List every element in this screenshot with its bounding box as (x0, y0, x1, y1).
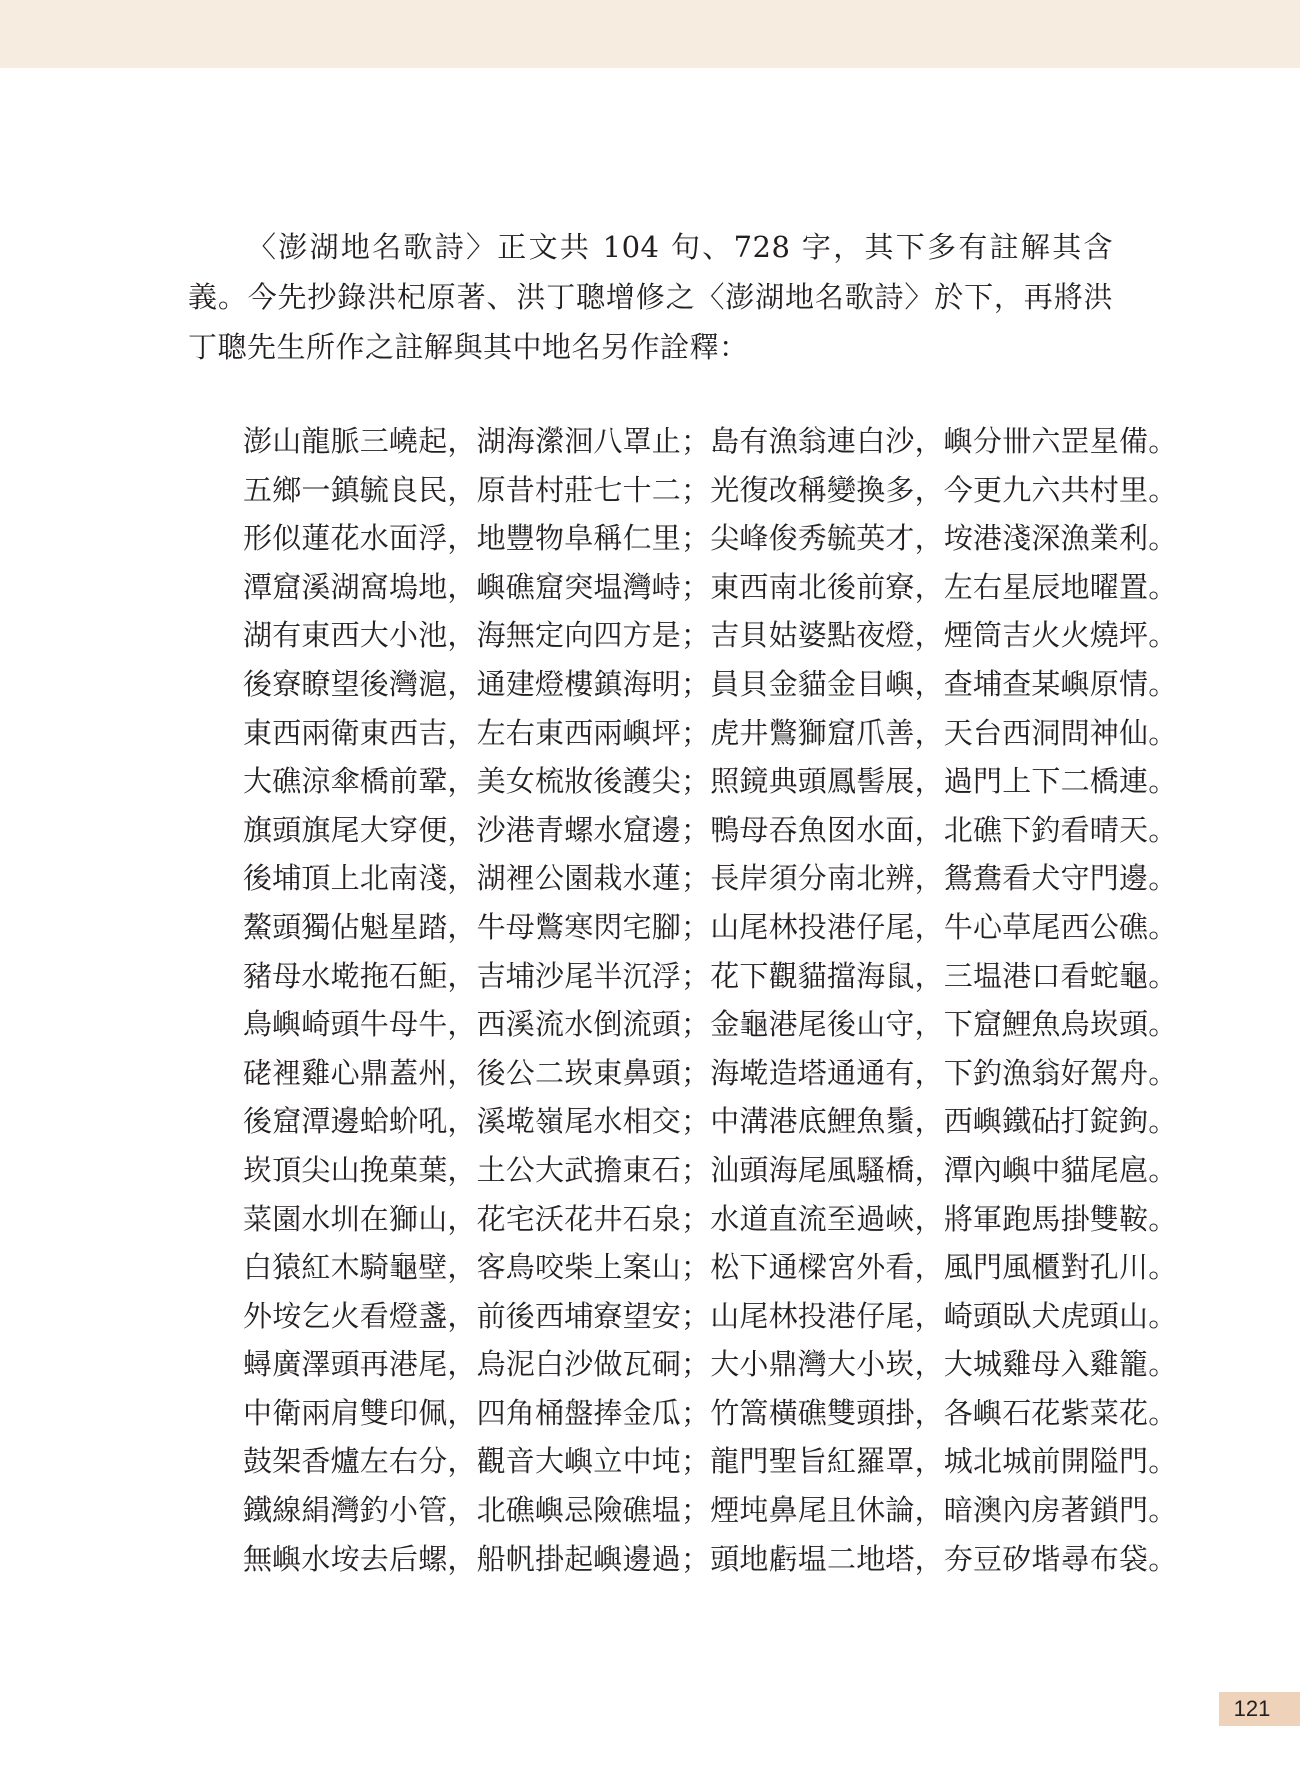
poem-line: 鳥嶼崎頭牛母牛，西溪流水倒流頭；金龜港尾後山守，下窟鯉魚烏崁頭。 (243, 1007, 1178, 1042)
poem-line: 大礁涼傘橋前鞏，美女梳妝後護尖；照鏡典頭鳳髻展，過門上下二橋連。 (243, 764, 1178, 799)
poem-line: 中衛兩肩雙印佩，四角桶盤捧金瓜；竹篙橫礁雙頭掛，各嶼石花紫菜花。 (243, 1395, 1178, 1430)
poem-line: 後窟潭邊蛤蚧吼，溪墘嶺尾水相交；中溝港底鯉魚鬚，西嶼鐵砧打錠鉤。 (243, 1104, 1178, 1139)
poem-line: 潭窟溪湖窩塢地，嶼礁窟突塭灣峙；東西南北後前寮，左右星辰地曜置。 (243, 569, 1178, 604)
page-number: 121 (1233, 1696, 1271, 1721)
poem-line: 鰲頭獨佔魁星踏，牛母鷩寒閃宅腳；山尾林投港仔尾，牛心草尾西公礁。 (243, 909, 1178, 944)
poem-line: 鐵線絹灣釣小管，北礁嶼忌險礁塭；煙坉鼻尾且休論，暗澳內房著鎖門。 (243, 1493, 1178, 1528)
poem-line: 白猿紅木騎龜壁，客鳥咬柴上案山；松下通樑宮外看，風門風櫃對孔川。 (243, 1250, 1178, 1285)
poem-line: 菜園水圳在獅山，花宅沃花井石泉；水道直流至過峽，將軍跑馬掛雙鞍。 (243, 1201, 1178, 1236)
poem-line: 東西兩衛東西吉，左右東西兩嶼坪；虎井鷩獅窟爪善，天台西洞問神仙。 (243, 715, 1178, 750)
intro-paragraph: 〈澎湖地名歌詩〉正文共 104 句、728 字，其下多有註解其含義。今先抄錄洪杞原著、洪丁聰增修之〈澎湖地名歌詩〉於下，再將洪丁聰先生所作之註解與其中地名另作詮釋： (188, 230, 1113, 364)
poem-line: 無嶼水垵去后螺，船帆掛起嶼邊過；頭地虧塭二地塔，夯豆矽堦尋布袋。 (243, 1541, 1178, 1576)
poem-line: 旗頭旗尾大穿便，沙港青螺水窟邊；鴨母吞魚囡水面，北礁下釣看晴天。 (243, 812, 1178, 847)
poem-line: 後寮瞭望後灣滬，通建燈樓鎮海明；員貝金貓金目嶼，查埔查某嶼原情。 (243, 666, 1178, 701)
poem-line: 形似蓮花水面浮，地豐物阜稱仁里；尖峰俊秀毓英才，垵港淺深漁業利。 (243, 521, 1178, 556)
poem-line: 蟳廣澤頭再港尾，烏泥白沙做瓦硐；大小鼎灣大小崁，大城雞母入雞籠。 (243, 1347, 1178, 1382)
intro-section (188, 222, 1113, 372)
poem-line: 鼓架香爐左右分，觀音大嶼立中坉；龍門聖旨紅羅罩，城北城前開隘門。 (243, 1444, 1178, 1479)
poem-text (243, 417, 1178, 1583)
poem-line: 澎山龍脈三嶢起，湖海瀠洄八罩止；島有漁翁連白沙，嶼分卌六罡星備。 (243, 424, 1178, 458)
poem-line: 崁頂尖山挽菓葉，土公大武擔東石；汕頭海尾風騷橋，潭內嶼中貓尾扈。 (243, 1152, 1178, 1187)
top-decorative-band (0, 0, 1300, 68)
poem-line: 豬母水墘拖石鮔，吉埔沙尾半沉浮；花下觀貓擋海鼠，三塭港口看蛇龜。 (243, 958, 1178, 993)
poem-line: 五鄉一鎮毓良民，原昔村莊七十二；光復改稱變換多，今更九六共村里。 (243, 472, 1178, 507)
poem-line: 湖有東西大小池，海無定向四方是；吉貝姑婆點夜燈，煙筒吉火火燒坪。 (243, 618, 1178, 653)
poem-line: 後埔頂上北南淺，湖裡公園栽水蓮；長岸須分南北辨，鴛鴦看犬守門邊。 (243, 861, 1178, 896)
poem-line: 外垵乞火看燈盞，前後西埔寮望安；山尾林投港仔尾，崎頭臥犬虎頭山。 (243, 1298, 1178, 1333)
poem-line: 硓裡雞心鼎蓋州，後公二崁東鼻頭；海墘造塔通通有，下釣漁翁好駕舟。 (243, 1055, 1178, 1090)
